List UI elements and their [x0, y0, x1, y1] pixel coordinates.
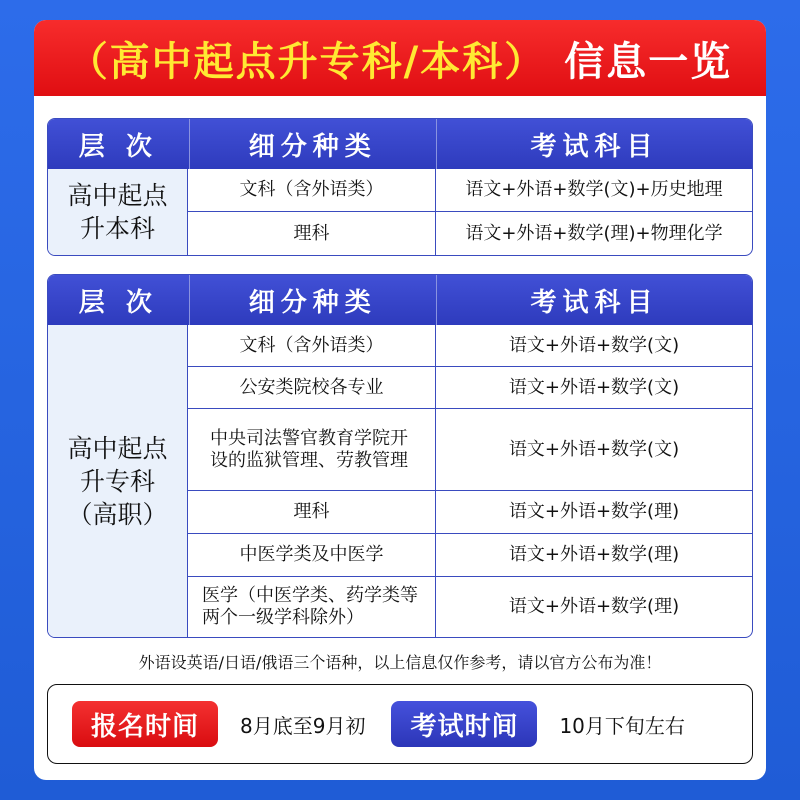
footnote: 外语设英语/日语/俄语三个语种，以上信息仅作参考，请以官方公布为准！: [138, 653, 662, 672]
header-level: 层 次: [48, 119, 190, 169]
table-row: [188, 534, 752, 577]
title-banner: [34, 20, 766, 96]
category-cell: 医学（中医学类、药学类等两个一级学科除外）: [188, 577, 436, 637]
exam-time-badge: 考试时间: [391, 701, 537, 747]
table-header: [48, 275, 752, 325]
level-text: 高中起点 升专科 （高职）: [67, 433, 168, 529]
category-cell: 中医学类及中医学: [188, 534, 436, 576]
subjects-cell: 语文+外语+数学(文)+历史地理: [465, 179, 723, 200]
registration-time-badge: 报名时间: [72, 701, 218, 747]
subjects-cell: 语文+外语+数学(理)+物理化学: [465, 222, 723, 244]
table-row: [188, 577, 752, 637]
subjects-cell: 语文+外语+数学(文): [508, 376, 680, 398]
table-row: [188, 169, 752, 212]
info-card: [34, 20, 766, 780]
table-row: [188, 212, 752, 255]
subjects-cell: 语文+外语+数学(文): [508, 438, 680, 460]
exam-time-value: 10月下旬左右: [559, 713, 685, 738]
header-subjects: 考试科目: [530, 131, 659, 162]
subjects-cell: 语文+外语+数学(理): [508, 596, 680, 617]
table-bachelor: [47, 118, 753, 256]
category-cell: 理科: [188, 212, 436, 255]
subjects-cell: 语文+外语+数学(理): [508, 501, 680, 522]
title-left: （高中起点升专科/本科）: [67, 38, 547, 85]
category-cell: 公安类院校各专业: [188, 367, 436, 408]
category-cell: 中央司法警官教育学院开设的监狱管理、劳教管理: [188, 409, 436, 490]
header-category: 细分种类: [190, 119, 437, 169]
level-cell: [48, 169, 188, 255]
table-row: [188, 367, 752, 409]
level-cell: [48, 325, 188, 637]
level-text: 高中起点 升本科: [67, 181, 168, 243]
subjects-cell: 语文+外语+数学(文): [508, 334, 680, 356]
title-right: 信息一览: [564, 38, 733, 85]
header-level: 层 次: [48, 275, 190, 325]
header-subjects: 考试科目: [530, 287, 659, 318]
page-title: [68, 30, 733, 87]
table-associate: [47, 274, 753, 638]
category-cell: 理科: [188, 491, 436, 533]
table-row: [188, 409, 752, 491]
category-cell: 文科（含外语类）: [188, 325, 436, 366]
subjects-cell: 语文+外语+数学(理): [508, 544, 680, 565]
table-header: [48, 119, 752, 169]
table-row: [188, 491, 752, 534]
header-category: 细分种类: [190, 275, 437, 325]
schedule-box: [47, 684, 753, 764]
registration-time-value: 8月底至9月初: [240, 713, 366, 738]
category-cell: 文科（含外语类）: [188, 169, 436, 211]
table-row: [188, 325, 752, 367]
